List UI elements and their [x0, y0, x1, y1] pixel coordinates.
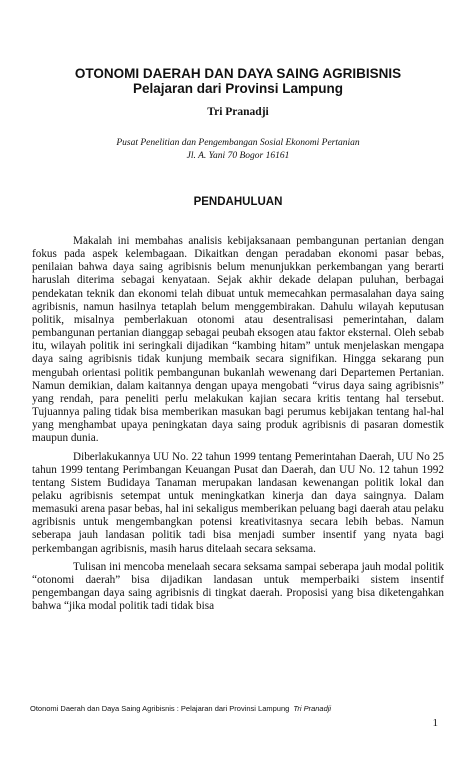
paper-title: OTONOMI DAERAH DAN DAYA SAING AGRIBISNIS	[74, 66, 402, 81]
paragraph-3: Tulisan ini mencoba menelaah secara seksama sampai seberapa jauh modal politik “otonomi daerah” bisa dijadikan landasan untuk memperbaiki sistem insentif pengembangan daya saing agribisnis di tingkat daerah. Proposisi yang bisa diketengahkan bahwa “jika modal politik tadi tidak bisa	[32, 560, 444, 613]
running-author: Tri Pranadji	[293, 704, 332, 713]
running-title: Otonomi Daerah dan Daya Saing Agribisnis : Pelajaran dari Provinsi Lampung	[30, 704, 290, 713]
body-text	[32, 235, 444, 618]
paper-subtitle: Pelajaran dari Provinsi Lampung	[132, 81, 344, 96]
paragraph-2: Diberlakukannya UU No. 22 tahun 1999 tentang Pemerintahan Daerah, UU No 25 tahun 1999 tentang Perimbangan Keuangan Pusat dan Daerah, dan UU No. 12 tahun 1992 tentang Sistem Budidaya Tanaman merupakan landasan kewenangan politik lokal dan pelaku agribisnis setempat untuk meningkatkan kinerja dan daya saingnya. Dalam memasuki arena pasar bebas, hal ini sekaligus memberikan peluang bagi daerah atau pelaku agribisnis untuk mengembangkan potensi kreativitasnya secara lebih bebas. Namun seberapa jauh landasan politik tadi bisa menjadi sumber insentif yang nyata bagi perkembangan agribisnis, masih harus ditelaah secara seksama.	[32, 450, 444, 555]
page-number: 1	[432, 717, 438, 729]
affiliation-address: Jl. A. Yani 70 Bogor 16161	[186, 151, 290, 161]
running-footer	[30, 704, 446, 713]
section-heading: PENDAHULUAN	[193, 196, 283, 208]
paragraph-1: Makalah ini membahas analisis kebijaksanaan pembangunan pertanian dengan fokus pada aspek kelembagaan. Dikaitkan dengan peradaban ekonomi pasar bebas, penilaian bahwa daya saing agribisnis belum menunjukkan perkembangan yang berarti haruslah diterima sebagai kenyataan. Sejak akhir dekade delapan puluhan, berbagai pendekatan teknik dan ekonomi telah dibuat untuk memecahkan permasalahan daya saing agribisnis, namun hasilnya tetaplah belum menggembirakan. Dahulu wilayah keputusan politik, misalnya pemberlakuan otonomi atau desentralisasi pemerintahan, dalam pembangunan pertanian dianggap sebagai peubah eksogen atau faktor eksternal. Oleh sebab itu, wilayah politik ini seringkali dijadikan “kambing hitam” untuk menjelaskan mengapa daya saing agribisnis tidak kunjung membaik secara signifikan. Hingga sekarang pun mengubah orientasi politik pembangunan bukanlah wewenang dari Departemen Pertanian. Namun demikian, dalam kaitannya dengan upaya mengobati “virus daya saing agribisnis” yang rendah, para peneliti perlu melakukan kajian secara kritis tentang hal tersebut. Tujuannya paling tidak bisa memberikan masukan bagi perumus kebijakan tentang hal-hal yang menghambat upaya peningkatan daya saing produk agribisnis di pasaran domestik maupun dunia.	[32, 235, 444, 445]
author-name: Tri Pranadji	[207, 106, 269, 118]
affiliation-institution: Pusat Penelitian dan Pengembangan Sosial Ekonomi Pertanian	[116, 138, 360, 148]
